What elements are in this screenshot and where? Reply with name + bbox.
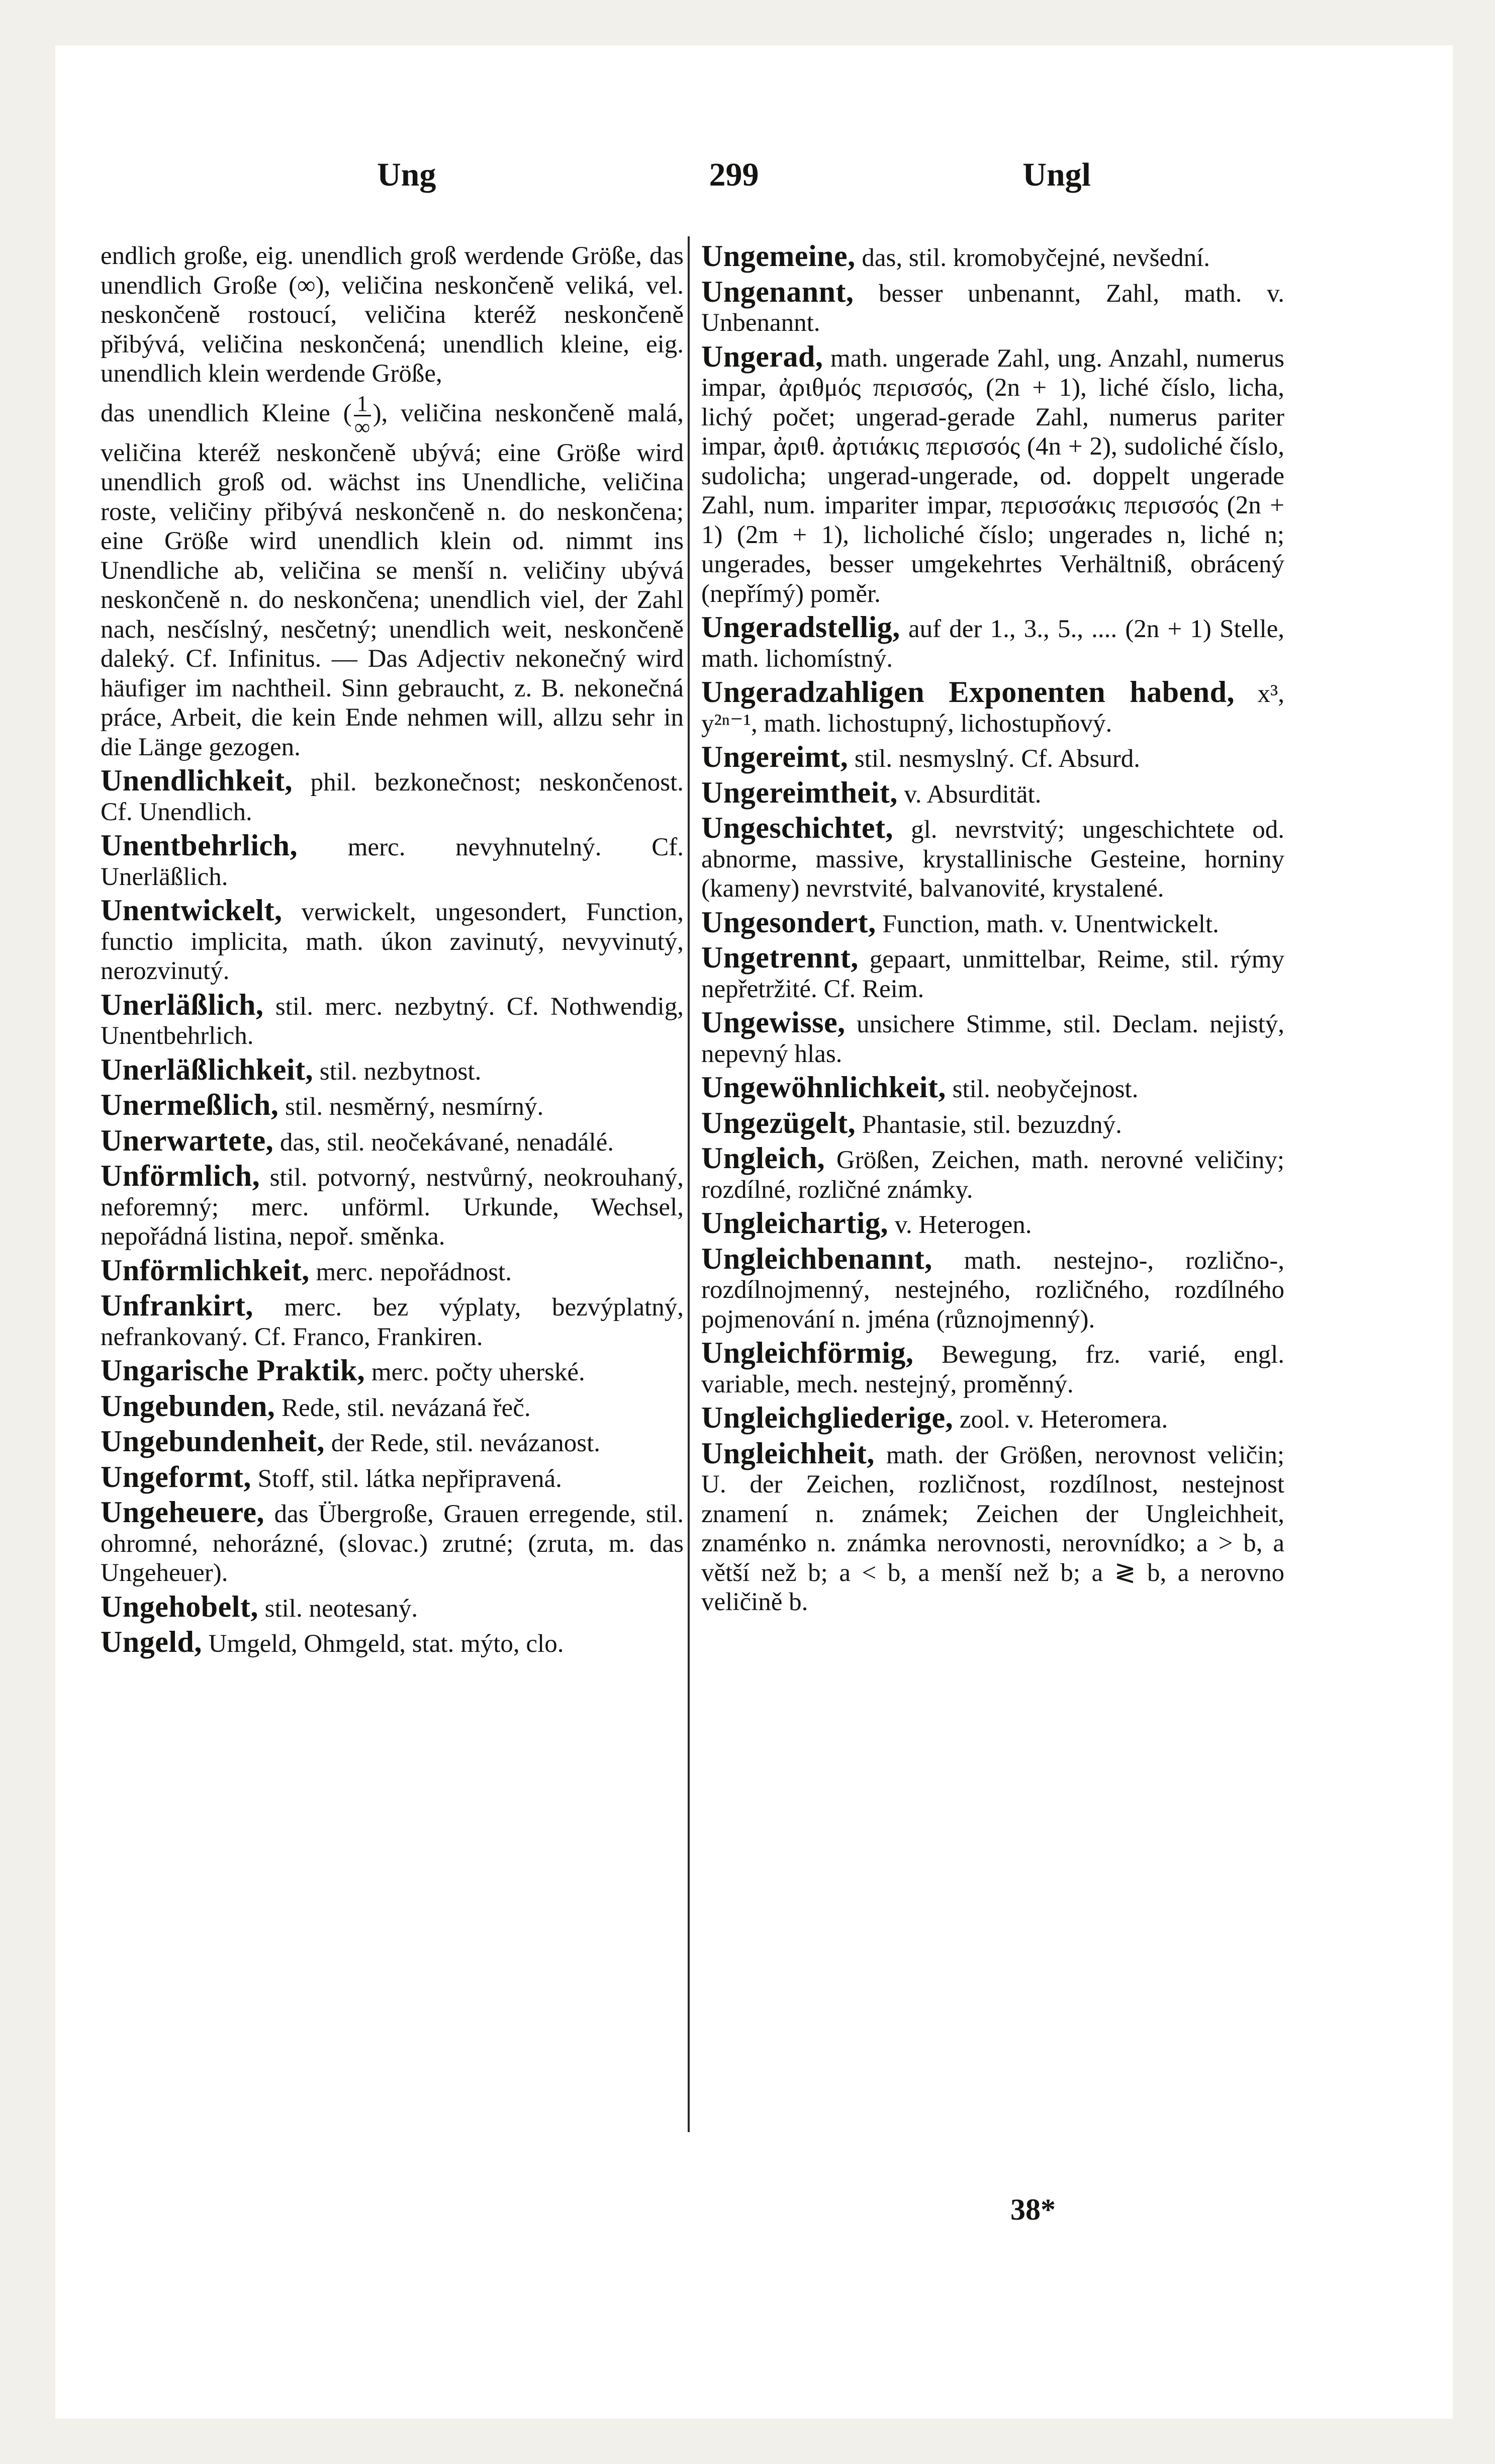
dictionary-entry	[701, 339, 1285, 609]
dictionary-entry	[701, 1108, 1284, 1140]
entry-headword: Ungeld,	[101, 1625, 202, 1658]
entry-headword: Ungebundenheit,	[101, 1425, 325, 1458]
dictionary-entry	[101, 1161, 684, 1252]
dictionary-entry	[701, 813, 1284, 904]
left-column	[101, 241, 684, 1663]
entry-text: phil. bezkonečnost; neskončenost. Cf. Unendlich.	[101, 768, 684, 826]
dictionary-entry	[101, 1090, 684, 1122]
dictionary-entry	[701, 277, 1284, 338]
entry-text: ), veličina neskončeně malá, veličina kteréž neskončeně ubývá; eine Größe wird unendlich groß od. wächst ins Unendliche, veličina roste, veličiny přibývá neskončeně n. do neskončena; eine Größe wird unendlich klein od. nimmt ins Unendliche ab, veličina se menší n. veličiny ubývá neskončeně n. do neskončena; unendlich viel, der Zahl nach, nesčíslný, nesčetný; unendlich weit, neskončeně daleký. Cf. Infinitus. — Das Adjectiv nekonečný wird häufiger im nachtheil. Sinn gebraucht, z. B. nekonečná práce, Arbeit, die kein Ende nehmen will, allzu sehr in die Länge gezogen.	[101, 399, 684, 761]
entry-text: Umgeld, Ohmgeld, stat. mýto, clo.	[208, 1630, 564, 1658]
dictionary-entry	[101, 1627, 684, 1659]
entry-text: besser unbenannt, Zahl, math. v. Unbenannt.	[701, 279, 1285, 337]
entry-text: Rede, stil. nevázaná řeč.	[282, 1393, 531, 1422]
entry-headword: Ungezügelt,	[701, 1106, 856, 1139]
entry-headword: Unendlichkeit,	[101, 764, 293, 797]
dictionary-entry	[101, 1495, 684, 1588]
dictionary-entry	[701, 742, 1284, 774]
dictionary-entry	[101, 1462, 684, 1494]
entry-text: gepaart, unmittelbar, Reime, stil. rýmy nepřetržité. Cf. Reim.	[701, 945, 1285, 1003]
entry-text: merc. nevyhnutelný. Cf. Unerläßlich.	[101, 833, 684, 891]
entry-text: stil. nesměrný, nesmírný.	[285, 1093, 544, 1121]
entry-headword: Ungleichförmig,	[701, 1336, 914, 1369]
dictionary-entry	[701, 1244, 1284, 1335]
entry-text: das unendlich Kleine (	[101, 399, 352, 427]
entry-headword: Ungetrennt,	[701, 941, 859, 974]
dictionary-entry	[101, 990, 684, 1051]
dictionary-entry	[701, 1073, 1284, 1104]
entry-headword: Ungemeine,	[701, 239, 856, 273]
entry-text: merc. bez výplaty, bezvýplatný, nefrankovaný. Cf. Franco, Frankiren.	[101, 1293, 684, 1351]
dictionary-entry	[101, 1052, 684, 1087]
header-left-catchword: Ung	[377, 156, 436, 193]
entry-text: zool. v. Heteromera.	[959, 1405, 1168, 1434]
entry-headword: Ungeformt,	[101, 1460, 251, 1493]
entry-headword: Ungeradstellig,	[701, 610, 900, 644]
entry-headword: Ungleichartig,	[701, 1206, 888, 1240]
dictionary-entry	[701, 775, 1284, 810]
entry-headword: Ungereimt,	[701, 740, 849, 773]
entry-text: math. nestejno-, rozlično-, rozdílnojmenný, nestejného, rozličného, rozdílného pojmenování n. jména (různojmenný).	[701, 1246, 1285, 1334]
entry-headword: Ungehobelt,	[101, 1590, 258, 1623]
entry-text: verwickelt, ungesondert, Function, functio implicita, math. úkon zavinutý, nevyvinutý, nerozvinutý.	[101, 898, 684, 985]
dictionary-entry	[701, 1436, 1284, 1617]
entry-text: das, stil. kromobyčejné, nevšední.	[862, 244, 1210, 272]
dictionary-entry	[101, 766, 684, 827]
entry-headword: Ungleichbenannt,	[701, 1242, 932, 1275]
entry-headword: Ungeradzahligen Exponenten habend,	[701, 675, 1235, 709]
entry-text: auf der 1., 3., 5., .... (2n + 1) Stelle, math. lichomístný.	[701, 615, 1284, 673]
dictionary-entry	[701, 241, 1284, 273]
entry-headword: Ungleichheit,	[701, 1436, 875, 1470]
dictionary-entry	[701, 943, 1284, 1004]
dictionary-entry	[101, 1356, 684, 1387]
dictionary-entry	[701, 1143, 1284, 1204]
entry-text: stil. neobyčejnost.	[952, 1075, 1139, 1103]
entry-text: Function, math. v. Unentwickelt.	[882, 910, 1219, 938]
dictionary-entry	[701, 677, 1284, 738]
entry-text: der Rede, stil. nevázanost.	[331, 1429, 601, 1457]
entry-headword: Ungereimtheit,	[701, 775, 898, 809]
entry-headword: Unerläßlichkeit,	[101, 1052, 313, 1086]
fraction-numerator: 1	[354, 393, 371, 416]
entry-text: gl. nevrstvitý; ungeschichtete od. abnorme, massive, krystallinische Gesteine, horniny (kameny) nevrstvité, balvanovité, krystalené.	[701, 816, 1284, 903]
entry-headword: Ungewisse,	[701, 1006, 846, 1039]
entry-headword: Ungenannt,	[701, 275, 854, 308]
page-number: 299	[709, 156, 759, 193]
header-right-catchword: Ungl	[1022, 156, 1091, 193]
entry-text: Stoff, stil. látka nepřipravená.	[257, 1464, 562, 1493]
dictionary-entry	[101, 1291, 684, 1352]
entry-headword: Unerläßlich,	[101, 988, 264, 1021]
dictionary-entry	[101, 896, 684, 986]
entry-text: v. Heterogen.	[894, 1211, 1032, 1239]
entry-headword: Ungarische Praktik,	[101, 1354, 365, 1387]
fraction-denominator: ∞	[354, 414, 370, 439]
column-divider	[688, 236, 690, 2132]
entry-headword: Ungeheuere,	[101, 1495, 265, 1529]
entry-text: Phantasie, stil. bezuzdný.	[862, 1110, 1122, 1139]
entry-text: stil. merc. nezbytný. Cf. Nothwendig, Unentbehrlich.	[101, 992, 684, 1050]
entry-text: das Übergroße, Grauen erregende, stil. ohromné, nehorázné, (slovac.) zrutné; (zruta, m. das Ungeheuer).	[101, 1500, 684, 1587]
entry-headword: Ungebunden,	[101, 1389, 275, 1423]
page-header	[377, 156, 1091, 216]
dictionary-entry	[101, 1391, 684, 1423]
entry-text: das, stil. neočekávané, nenadálé.	[279, 1128, 614, 1157]
entry-text: stil. nesmyslný. Cf. Absurd.	[854, 745, 1141, 773]
dictionary-entry	[701, 1008, 1284, 1069]
dictionary-entry	[101, 241, 684, 389]
entry-headword: Ungleichgliederige,	[701, 1401, 954, 1434]
entry-text: stil. nezbytnost.	[319, 1057, 482, 1086]
dictionary-entry	[701, 1403, 1284, 1435]
dictionary-entry	[701, 1208, 1284, 1240]
entry-headword: Unförmlich,	[101, 1159, 260, 1192]
entry-headword: Ungerad,	[701, 339, 823, 373]
entry-text: v. Absurdität.	[904, 780, 1042, 809]
entry-text: unsichere Stimme, stil. Declam. nejistý, nepevný hlas.	[701, 1010, 1284, 1068]
dictionary-entry	[701, 612, 1284, 673]
dictionary-entry	[101, 393, 684, 762]
entry-text: math. ungerade Zahl, ung. Anzahl, numerus impar, ἀριθμός περισσός, (2n + 1), liché číslo, licha, lichý počet; ungerad-gerade Zahl, numerus pariter impar, ἀριθ. ἀρτιάκις περισσός (4n + 2), sudoliché číslo, sudolicha; ungerad-ungerade, od. doppelt ungerade Zahl, num. impariter impar, περισσάκις περισσός (2n + 1) (2m + 1), licholiché číslo; ungerades n, liché n; ungerades, besser umgekehrtes Verhältniß, obrácený (nepřímý) poměr.	[701, 344, 1285, 608]
entry-headword: Unermeßlich,	[101, 1088, 279, 1121]
entry-text: merc. nepořádnost.	[316, 1258, 512, 1286]
dictionary-entry	[101, 831, 684, 892]
dictionary-entry	[101, 1253, 684, 1287]
entry-headword: Unentbehrlich,	[101, 829, 298, 862]
right-column	[701, 241, 1284, 1621]
entry-headword: Ungeschichtet,	[701, 811, 893, 844]
entry-headword: Unentwickelt,	[101, 894, 283, 927]
signature-mark: 38*	[1010, 2193, 1056, 2226]
entry-text: Bewegung, frz. varié, engl. variable, mech. nestejný, proměnný.	[701, 1341, 1284, 1398]
entry-text: math. der Größen, nerovnost veličin; U. der Zeichen, rozličnost, rozdílnost, nestejnost znamení n. známek; Zeichen der Ungleichheit, znaménko n. známka nerovnosti, nerovnídko; a > b, a větší než b; a < b, a menší než b; a ≷ b, a nerovno veličině b.	[701, 1441, 1284, 1616]
entry-text: x³, y²ⁿ⁻¹, math. lichostupný, lichostupňový.	[701, 680, 1285, 738]
dictionary-entry	[701, 1338, 1284, 1399]
entry-text: stil. potvorný, nestvůrný, neokrouhaný, neforemný; merc. unförml. Urkunde, Wechsel, nepořádná listina, nepoř. směnka.	[101, 1164, 684, 1251]
entry-text: Größen, Zeichen, math. nerovné veličiny; rozdílné, rozličné známky.	[701, 1146, 1284, 1204]
entry-headword: Unförmlichkeit,	[101, 1253, 310, 1287]
entry-text: merc. počty uherské.	[371, 1358, 585, 1386]
entry-headword: Unfrankirt,	[101, 1289, 253, 1322]
entry-headword: Unerwartete,	[101, 1123, 274, 1157]
dictionary-entry	[101, 1123, 684, 1158]
dictionary-entry	[101, 1427, 684, 1458]
dictionary-entry	[101, 1592, 684, 1624]
entry-headword: Ungleich,	[701, 1141, 825, 1175]
fraction	[354, 393, 371, 438]
entry-headword: Ungesondert,	[701, 905, 876, 939]
entry-text: endlich große, eig. unendlich groß werdende Größe, das unendlich Große (∞), veličina neskončeně veliká, vel. neskončeně rostoucí, veličina kteréž neskončeně přibývá, veličina neskončená; unendlich kleine, eig. unendlich klein werdende Größe,	[101, 242, 684, 388]
entry-text: stil. neotesaný.	[264, 1594, 418, 1623]
entry-headword: Ungewöhnlichkeit,	[701, 1071, 946, 1104]
dictionary-entry	[701, 905, 1284, 939]
